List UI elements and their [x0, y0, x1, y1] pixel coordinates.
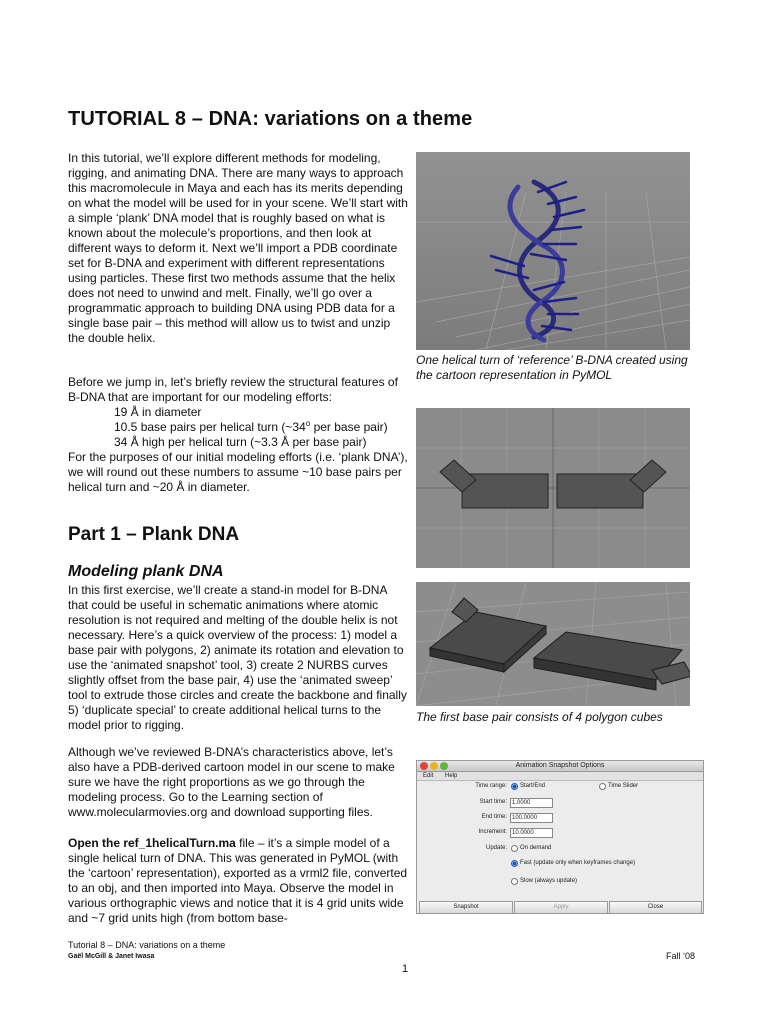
caption-cubes — [416, 710, 706, 725]
caption-cubes-text: The first base pair consists of 4 polygon cubes — [416, 710, 663, 724]
page-title: TUTORIAL 8 – DNA: variations on a theme — [68, 108, 473, 130]
dialog-titlebar — [417, 761, 703, 772]
menu-help[interactable]: Help — [445, 773, 458, 779]
base-pair-perspective-illustration — [416, 582, 690, 706]
feature-diameter: 19 Å in diameter — [114, 405, 202, 419]
feature-bp-text-end: per base pair) — [310, 420, 388, 434]
footer-left — [68, 940, 225, 962]
radio-time-slider[interactable] — [599, 783, 606, 790]
fast-label: Fast (update only when keyframes change) — [520, 860, 636, 866]
radio-on-demand[interactable] — [511, 845, 518, 852]
start-time-field[interactable]: 1.0000 — [510, 798, 553, 808]
reviewed-paragraph: Although we’ve reviewed B-DNA’s characteristics above, let’s also have a PDB-derived cartoon model in our scene to make sure we have the right proportions as we go through the modeling process. Go to the Learning section of www.molecularmovies.org and download supporting files. — [68, 745, 395, 819]
increment-label: Increment: — [478, 829, 507, 835]
open-file-bold: Open the ref_1helicalTurn.ma — [68, 836, 236, 850]
open-file-rest: file – it’s a simple model of a single helical turn of DNA. This was generated in PyMOL (with the ‘cartoon’ representation), exported as a vrml2 file, converted to an obj, and then imported into Maya. Observe the model in various orthographic views and notice that it is 4 grid units wide and ~7 grid units high (from bottom base- — [68, 836, 408, 925]
part1-heading: Part 1 – Plank DNA — [68, 524, 240, 545]
figure-helix-render — [416, 152, 690, 350]
feature-base-pairs — [68, 420, 408, 435]
animation-snapshot-dialog — [416, 760, 704, 914]
slow-label: Slow (always update) — [520, 878, 578, 884]
dialog-title: Animation Snapshot Options — [515, 762, 605, 769]
on-demand-label: On demand — [520, 845, 552, 851]
helix-illustration — [416, 152, 690, 350]
open-file-paragraph — [68, 836, 408, 926]
features-section — [68, 375, 408, 495]
menu-edit[interactable]: Edit — [423, 773, 434, 779]
degree-sup: o — [305, 419, 311, 428]
modeling-paragraph: In this first exercise, we’ll create a stand-in model for B-DNA that could be useful in schematic animations where atomic resolution is not required and melting of the double helix is not necessary. Here’s a quick overview of the process: 1) model a base pair with polygons, 2) animate its rotation and elevation to use the ‘animated snapshot’ tool, 3) create 2 NURBS curves slightly offset from the base pair, 4) use the ‘animated sweep’ tool to extrude those circles and create the backbone and finally 5) ‘duplicate special’ to create additional helical turns to the model prior to rigging. — [68, 583, 407, 732]
dialog-menubar — [417, 772, 703, 781]
radio-fast[interactable] — [511, 860, 518, 867]
radio-slow[interactable] — [511, 878, 518, 885]
open-file-section — [68, 836, 408, 926]
features-intro: Before we jump in, let’s briefly review the structural features of B-DNA that are important for our modeling efforts: — [68, 375, 398, 404]
radio-start-end[interactable] — [511, 783, 518, 790]
caption-helix-text: One helical turn of ‘reference’ B-DNA created using the cartoon representation in PyMOL — [416, 353, 688, 382]
footer-authors: Gaël McGill & Janet Iwasa — [68, 953, 155, 960]
base-pair-front-illustration — [416, 408, 690, 568]
close-button[interactable]: Close — [609, 901, 702, 914]
figure-base-pair-front — [416, 408, 690, 568]
caption-helix — [416, 353, 706, 383]
page-number: 1 — [402, 963, 409, 975]
apply-button[interactable]: Apply — [514, 901, 608, 914]
start-time-label: Start time: — [479, 799, 507, 805]
start-end-label: Start/End — [520, 783, 546, 789]
end-time-label: End time: — [481, 814, 507, 820]
modeling-section — [68, 583, 408, 733]
update-label: Update: — [485, 845, 507, 851]
intro-section — [68, 151, 408, 346]
end-time-field[interactable]: 100.0000 — [510, 813, 553, 823]
features-after: For the purposes of our initial modeling efforts (i.e. ‘plank DNA’), we will round out these numbers to assume ~10 base pairs per helical turn and ~20 Å in diameter. — [68, 450, 408, 494]
time-slider-label: Time Slider — [608, 783, 639, 789]
figure-base-pair-perspective — [416, 582, 690, 706]
feature-bp-text: 10.5 base pairs per helical turn (~34 — [114, 420, 306, 434]
increment-field[interactable]: 10.0000 — [510, 828, 553, 838]
footer-term: Fall ‘08 — [666, 951, 696, 961]
reviewed-section — [68, 745, 408, 820]
footer-title: Tutorial 8 – DNA: variations on a theme — [68, 940, 226, 950]
modeling-heading: Modeling plank DNA — [68, 563, 224, 580]
intro-paragraph: In this tutorial, we’ll explore different methods for modeling, rigging, and animating DNA. There are many ways to approach this macromolecule in Maya and each has its merits depending on what the model will be used for in your scene. We’ll start with a simple ‘plank’ DNA model that is roughly based on what is known about the molecule’s proportions, and then look at different ways to deform it. Next we’ll import a PDB coordinate set for B-DNA and experiment with different representations using particles. These first two methods assume that the helix does not need to unwind and melt. Finally, we’ll go over a programmatic approach to building DNA using PDB data for a single base pair – this method will allow us to twist and unzip the double helix. — [68, 151, 408, 345]
snapshot-button[interactable]: Snapshot — [419, 901, 513, 914]
time-range-label: Time range: — [475, 783, 507, 789]
feature-height: 34 Å high per helical turn (~3.3 Å per base pair) — [114, 435, 367, 449]
